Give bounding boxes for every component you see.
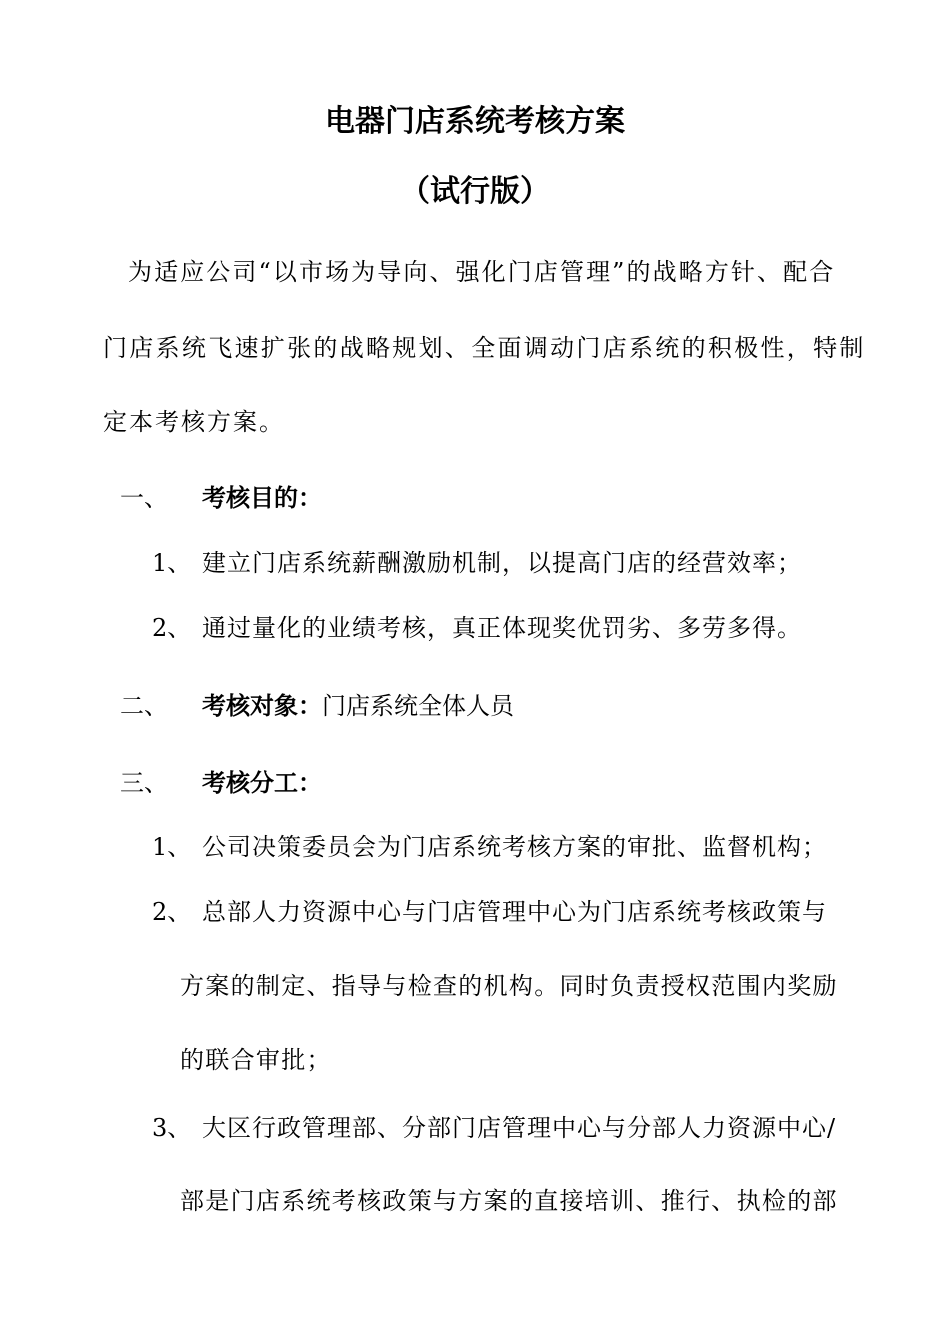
section-3-item-3-number: 3、 <box>152 1114 192 1142</box>
section-2-heading <box>202 688 514 724</box>
intro-line-1: 为适应公司“以市场为导向、强化门店管理”的战略方针、配合 <box>128 258 836 286</box>
section-3-item-1-text: 公司决策委员会为门店系统考核方案的审批、监督机构； <box>202 833 827 861</box>
intro-line-3: 定本考核方案。 <box>103 408 285 436</box>
section-3-number: 三、 <box>120 769 168 797</box>
section-1-item-2-text: 通过量化的业绩考核，真正体现奖优罚劣、多劳多得。 <box>202 614 802 642</box>
section-3-title: 考核分工： <box>202 769 322 797</box>
section-3-item-2-number: 2、 <box>152 898 192 926</box>
section-2-value: 门店系统全体人员 <box>322 692 514 720</box>
section-1-item-1-number: 1、 <box>152 549 192 577</box>
section-3-item-1-number: 1、 <box>152 833 192 861</box>
section-3-item-3-text: 大区行政管理部、分部门店管理中心与分部人力资源中心/ <box>202 1114 837 1142</box>
section-3-item-2-continuation-1: 方案的制定、指导与检查的机构。同时负责授权范围内奖励 <box>180 972 838 1000</box>
section-1-number: 一、 <box>120 484 168 512</box>
section-3-item-3-continuation-1: 部是门店系统考核政策与方案的直接培训、推行、执检的部 <box>180 1187 838 1215</box>
document-subtitle: （试行版） <box>400 174 550 209</box>
section-3-item-2-continuation-2: 的联合审批； <box>180 1046 332 1074</box>
section-1-item-2-number: 2、 <box>152 614 192 642</box>
section-1-item-1-text: 建立门店系统薪酬激励机制，以提高门店的经营效率； <box>202 549 802 577</box>
document-title: 电器门店系统考核方案 <box>325 104 625 139</box>
section-1-title: 考核目的： <box>202 484 322 512</box>
section-2-title: 考核对象： <box>202 692 322 720</box>
section-3-item-2-text: 总部人力资源中心与门店管理中心为门店系统考核政策与 <box>202 898 827 926</box>
section-2-number: 二、 <box>120 692 168 720</box>
intro-line-2: 门店系统飞速扩张的战略规划、全面调动门店系统的积极性，特制 <box>103 334 866 362</box>
